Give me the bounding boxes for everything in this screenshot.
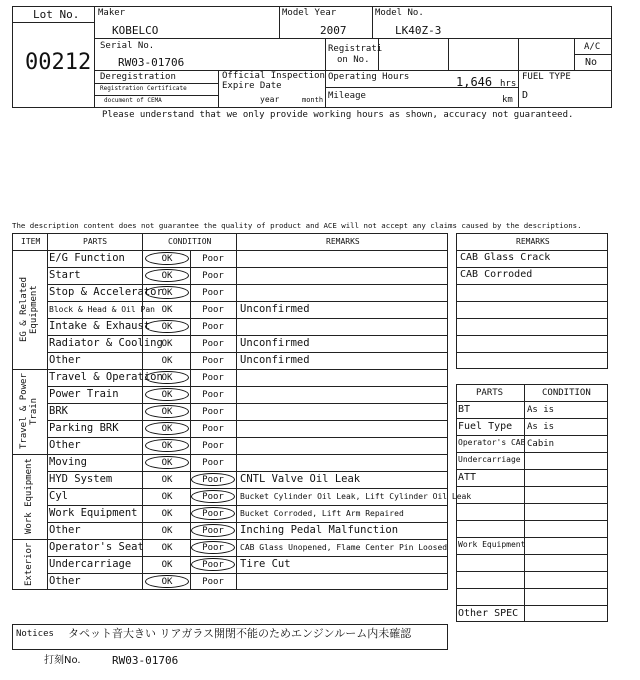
row-4-part: Intake & Exhaust <box>49 320 151 332</box>
lot-number: 00212 <box>25 50 92 75</box>
row-8-part: Power Train <box>49 388 119 400</box>
dereg-certificate: Registration Certificate <box>100 85 187 92</box>
row-4-selection-oval <box>145 320 189 333</box>
row-17-poor[interactable]: Poor <box>202 543 224 553</box>
row-7-ok[interactable]: OK <box>161 373 173 383</box>
dereg-cema: document of CEMA <box>104 97 162 104</box>
row-13-ok[interactable]: OK <box>161 475 173 485</box>
row-11-poor[interactable]: Poor <box>202 441 224 451</box>
row-17-part: Operator's Seat <box>49 541 144 553</box>
row-16-poor[interactable]: Poor <box>202 526 224 536</box>
row-11-part: Other <box>49 439 81 451</box>
row-2-ok[interactable]: OK <box>161 288 173 298</box>
row-7-part: Travel & Operation <box>49 371 163 383</box>
row-3-remark: Unconfirmed <box>240 303 310 315</box>
group-label-3: Exterior <box>24 542 34 587</box>
spec-row-0-condition: As is <box>527 405 555 415</box>
row-17-remark: CAB Glass Unopened, Flame Center Pin Loosed <box>240 543 448 552</box>
lot-label: Lot No. <box>33 8 80 21</box>
row-1-selection-oval <box>145 269 189 282</box>
row-13-poor[interactable]: Poor <box>202 475 224 485</box>
row-2-selection-oval <box>145 286 189 299</box>
stamp-label: 打刻No. <box>44 655 81 666</box>
row-9-selection-oval <box>145 405 189 418</box>
serial-value: RW03-01706 <box>118 56 185 69</box>
row-16-ok[interactable]: OK <box>161 526 173 536</box>
spec-col-parts: PARTS <box>476 388 504 398</box>
row-11-ok[interactable]: OK <box>161 441 173 451</box>
row-14-remark: Bucket Cylinder Oil Leak, Lift Cylinder Oil Leak <box>240 492 472 501</box>
row-15-part: Work Equipment <box>49 507 138 519</box>
row-11-selection-oval <box>145 439 189 452</box>
row-10-selection-oval <box>145 422 189 435</box>
row-6-part: Other <box>49 354 81 366</box>
row-14-selection-oval <box>191 490 235 503</box>
row-18-selection-oval <box>191 558 235 571</box>
row-14-part: Cyl <box>49 490 68 502</box>
spec-row-2-part: Operator's CAB <box>458 438 526 447</box>
row-18-ok[interactable]: OK <box>161 560 173 570</box>
row-16-remark: Inching Pedal Malfunction <box>240 524 399 536</box>
year-label: year <box>260 95 280 104</box>
row-19-ok[interactable]: OK <box>161 577 173 587</box>
row-18-part: Undercarriage <box>49 558 132 570</box>
row-14-poor[interactable]: Poor <box>202 492 224 502</box>
row-5-remark: Unconfirmed <box>240 337 310 349</box>
row-10-ok[interactable]: OK <box>161 424 173 434</box>
col-parts: PARTS <box>83 237 108 246</box>
remarks-line-0: CAB Glass Crack <box>460 252 551 263</box>
stamp-value: RW03-01706 <box>112 654 179 667</box>
row-3-part: Block & Head & Oil Pan <box>49 305 155 314</box>
spec-row-0-part: BT <box>458 404 471 415</box>
row-3-ok[interactable]: OK <box>161 305 173 315</box>
fuel-type-label: FUEL TYPE <box>522 72 571 82</box>
maker-value: KOBELCO <box>112 24 159 37</box>
row-15-ok[interactable]: OK <box>161 509 173 519</box>
model-no-value: LK40Z-3 <box>395 24 442 37</box>
row-4-ok[interactable]: OK <box>161 322 173 332</box>
spec-row-2-condition: Cabin <box>527 439 555 449</box>
row-5-ok[interactable]: OK <box>161 339 173 349</box>
group-label-0: EG & Related Equipment <box>19 276 39 343</box>
row-6-poor[interactable]: Poor <box>202 356 224 366</box>
hours-unit: hrs <box>500 79 517 89</box>
row-1-poor[interactable]: Poor <box>202 271 224 281</box>
serial-label: Serial No. <box>100 41 155 51</box>
row-9-part: BRK <box>49 405 68 417</box>
row-15-remark: Bucket Corroded, Lift Arm Repaired <box>240 509 404 518</box>
row-18-remark: Tire Cut <box>240 558 291 570</box>
spec-col-condition: CONDITION <box>542 388 591 398</box>
spec-row-3-part: Undercarriage <box>458 455 521 464</box>
inspection-label-2: Expire Date <box>222 81 282 91</box>
row-7-selection-oval <box>145 371 189 384</box>
row-15-selection-oval <box>191 507 235 520</box>
disclaimer: The description content does not guarantee the quality of product and ACE will not accept any claims caused by the descriptions. <box>12 221 582 230</box>
spec-row-12-part: Other SPEC <box>458 608 519 619</box>
model-year-value: 2007 <box>320 24 347 37</box>
ac-value: No <box>585 57 598 68</box>
remarks-panel-title: REMARKS <box>516 237 550 246</box>
group-label-1: Travel & Power Train <box>19 373 39 450</box>
remarks-line-1: CAB Corroded <box>460 269 533 280</box>
row-4-poor[interactable]: Poor <box>202 322 224 332</box>
row-0-ok[interactable]: OK <box>161 254 173 264</box>
row-3-poor[interactable]: Poor <box>202 305 224 315</box>
row-8-poor[interactable]: Poor <box>202 390 224 400</box>
row-0-poor[interactable]: Poor <box>202 254 224 264</box>
model-no-label: Model No. <box>375 8 424 18</box>
spec-row-8-part: Work Equipment <box>458 540 526 549</box>
maker-label: Maker <box>98 8 126 18</box>
group-label-2: Work Equipment <box>24 458 34 535</box>
registration-label-2: on No. <box>337 55 370 65</box>
col-condition: CONDITION <box>168 237 212 246</box>
mileage-unit: km <box>502 95 513 105</box>
spec-row-4-part: ATT <box>458 472 477 483</box>
row-12-part: Moving <box>49 456 87 468</box>
row-18-poor[interactable]: Poor <box>202 560 224 570</box>
row-14-ok[interactable]: OK <box>161 492 173 502</box>
row-10-part: Parking BRK <box>49 422 119 434</box>
row-2-part: Stop & Accelerator <box>49 286 163 298</box>
row-6-remark: Unconfirmed <box>240 354 310 366</box>
row-17-selection-oval <box>191 541 235 554</box>
fuel-type-value: D <box>522 90 529 101</box>
row-8-ok[interactable]: OK <box>161 390 173 400</box>
model-year-label: Model Year <box>282 8 337 18</box>
inspection-label: Official Inspection <box>222 71 325 81</box>
row-13-selection-oval <box>191 473 235 486</box>
row-13-remark: CNTL Valve Oil Leak <box>240 473 361 485</box>
row-6-ok[interactable]: OK <box>161 356 173 366</box>
row-16-part: Other <box>49 524 81 536</box>
row-1-ok[interactable]: OK <box>161 271 173 281</box>
row-19-part: Other <box>49 575 81 587</box>
row-12-poor[interactable]: Poor <box>202 458 224 468</box>
row-15-poor[interactable]: Poor <box>202 509 224 519</box>
row-8-selection-oval <box>145 388 189 401</box>
notices-text: タペット音大きい リアガラス開閉不能のためエンジンルーム内未確認 <box>68 627 412 640</box>
row-2-poor[interactable]: Poor <box>202 288 224 298</box>
row-1-part: Start <box>49 269 81 281</box>
ac-label: A/C <box>584 42 601 52</box>
row-0-part: E/G Function <box>49 252 125 264</box>
row-9-ok[interactable]: OK <box>161 407 173 417</box>
row-5-poor[interactable]: Poor <box>202 339 224 349</box>
row-0-selection-oval <box>145 252 189 265</box>
row-16-selection-oval <box>191 524 235 537</box>
spec-row-1-part: Fuel Type <box>458 421 513 432</box>
registration-label: Registrati <box>328 44 383 54</box>
hours-note: Please understand that we only provide working hours as shown, accuracy not guaranteed. <box>102 110 574 120</box>
row-9-poor[interactable]: Poor <box>202 407 224 417</box>
row-12-ok[interactable]: OK <box>161 458 173 468</box>
notices-label: Notices <box>16 629 54 639</box>
row-5-part: Radiator & Cooling <box>49 337 163 349</box>
row-10-poor[interactable]: Poor <box>202 424 224 434</box>
col-item: ITEM <box>21 237 41 246</box>
row-12-selection-oval <box>145 456 189 469</box>
month-label: month <box>302 96 324 104</box>
hours-label: Operating Hours <box>328 72 410 82</box>
row-7-poor[interactable]: Poor <box>202 373 224 383</box>
hours-value: 1,646 <box>456 75 493 89</box>
col-remarks: REMARKS <box>326 237 360 246</box>
row-19-poor[interactable]: Poor <box>202 577 224 587</box>
row-17-ok[interactable]: OK <box>161 543 173 553</box>
mileage-label: Mileage <box>328 91 366 101</box>
row-19-selection-oval <box>145 575 189 588</box>
row-13-part: HYD System <box>49 473 113 485</box>
dereg-label: Deregistration <box>100 72 176 82</box>
spec-row-1-condition: As is <box>527 422 555 432</box>
